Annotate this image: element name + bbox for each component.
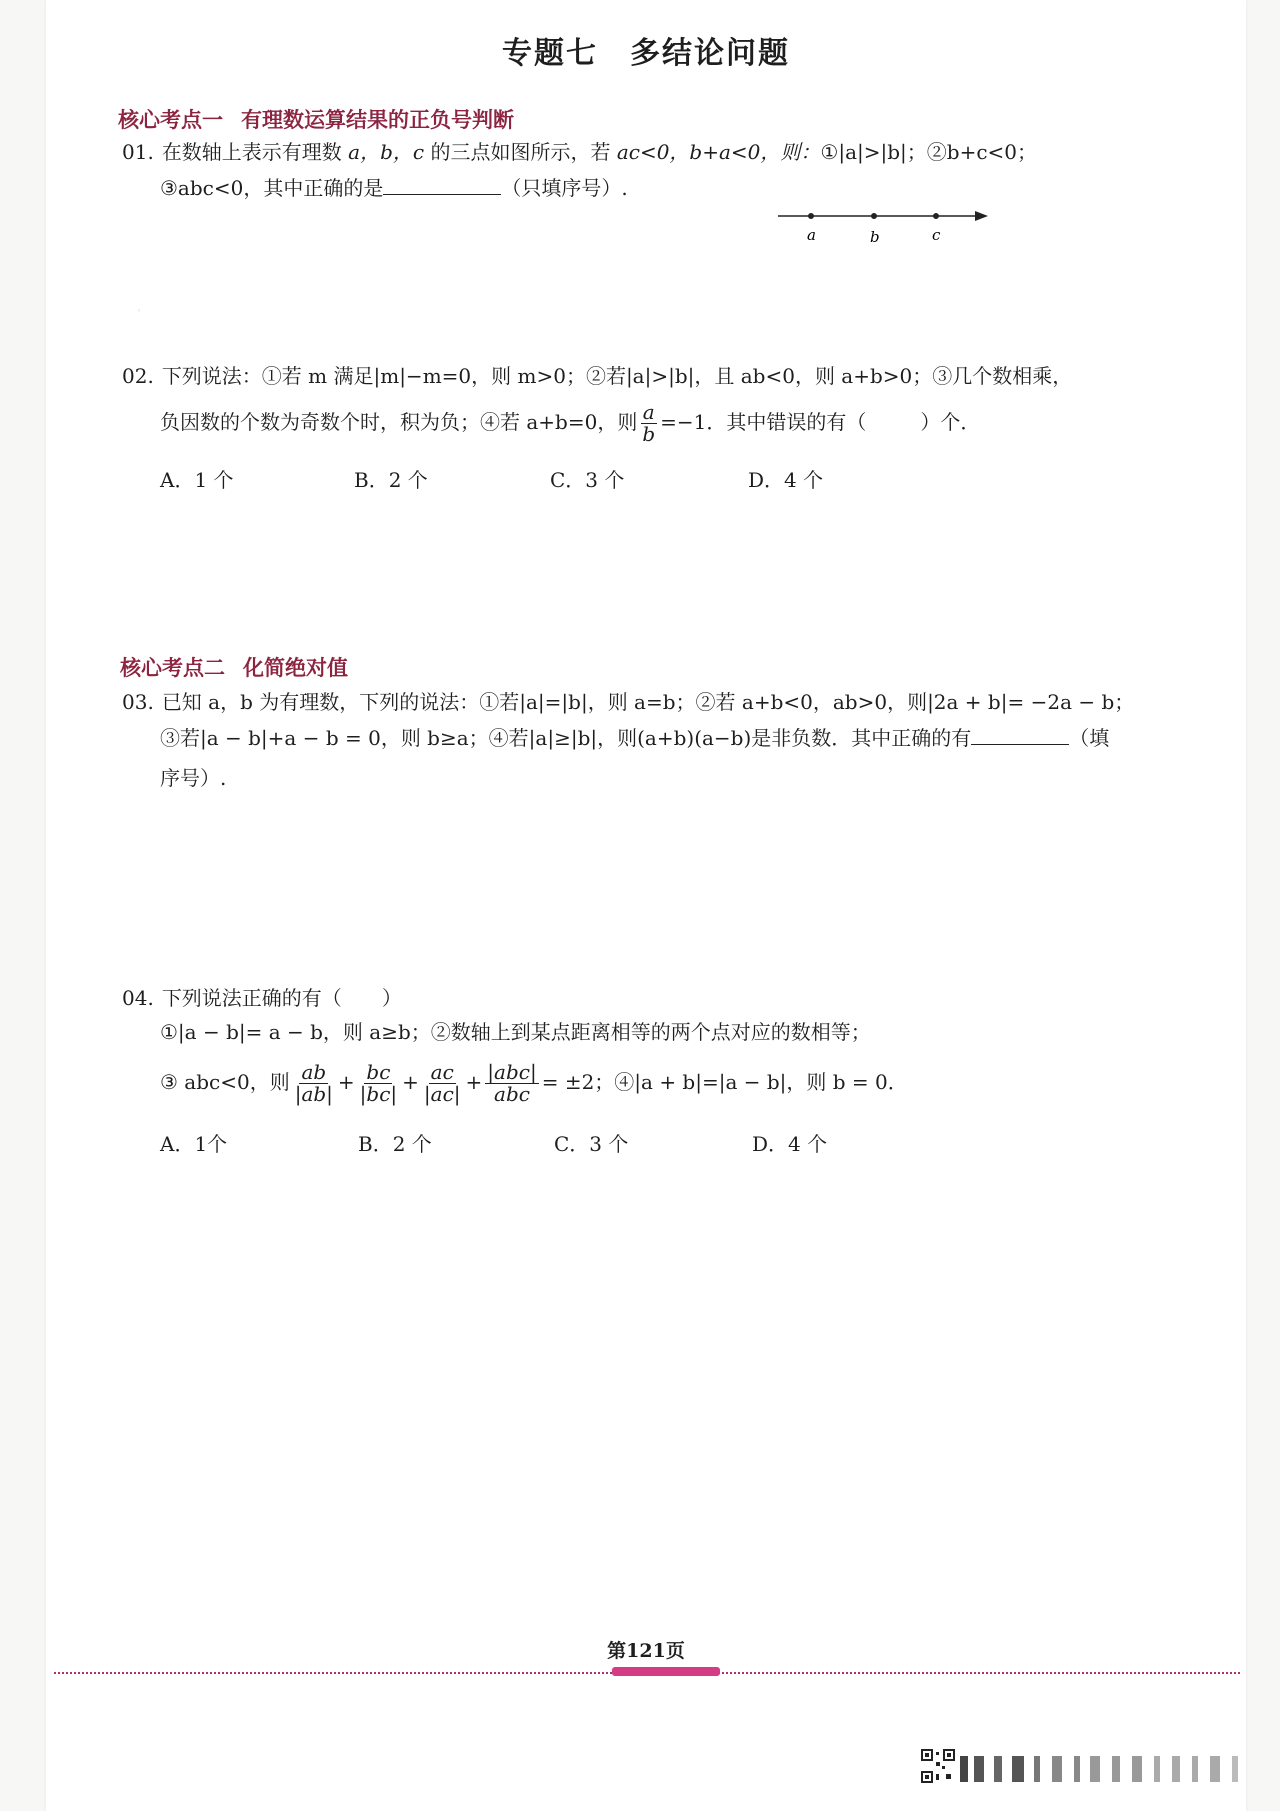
q1-vars: a，b，c — [348, 140, 425, 164]
fraction-denominator: b — [642, 422, 656, 446]
title-subject: 多结论问题 — [630, 36, 790, 71]
q3-text-2b: （填 — [1069, 726, 1110, 750]
fraction-numerator: bc — [366, 1060, 391, 1084]
number-line-figure — [774, 200, 994, 250]
section-heading-2 — [120, 652, 348, 682]
fraction-denominator: |ab| — [294, 1082, 333, 1106]
q1-line1 — [122, 138, 1037, 166]
fraction-denominator: |bc| — [359, 1082, 398, 1106]
fraction-numerator: ab — [301, 1060, 327, 1084]
q1-text-a: 在数轴上表示有理数 — [161, 140, 342, 164]
q1-line2 — [160, 174, 628, 202]
page-title — [46, 28, 1246, 72]
q2-line2 — [160, 402, 980, 445]
point-b — [871, 213, 877, 219]
q3-number: 03. — [122, 690, 154, 714]
barcode-strip-icon — [960, 1756, 1260, 1784]
q2-option-d[interactable]: D．4 个 — [748, 468, 824, 492]
section-label: 核心考点二 — [120, 656, 225, 680]
point-b-label: b — [870, 228, 880, 246]
q2-option-c[interactable]: C．3 个 — [550, 468, 625, 492]
q1-statement-3: ③abc<0，其中正确的是 — [160, 176, 384, 200]
q1-statement-2: ②b+c<0； — [926, 140, 1038, 164]
q3-line2 — [160, 724, 1109, 752]
q3-answer-blank[interactable] — [971, 724, 1069, 745]
fraction-numerator: |abc| — [487, 1060, 537, 1084]
q3-text-2a: ③若|a − b|+a − b = 0，则 b≥a；④若|a|≥|b|，则(a+b)(a−b)是非负数．其中正确的有 — [160, 726, 972, 750]
title-topic: 专题七 — [502, 36, 598, 71]
section-label: 核心考点一 — [118, 108, 223, 132]
q3-line3: 序号）. — [160, 766, 227, 790]
section-text: 化简绝对值 — [243, 656, 348, 680]
qr-code-icon — [920, 1748, 956, 1784]
point-a — [808, 213, 814, 219]
point-c — [933, 213, 939, 219]
q4-text-1: 下列说法正确的有（ — [161, 986, 342, 1010]
section-heading-1 — [118, 104, 514, 134]
q4-number: 04. — [122, 986, 154, 1010]
plus-sign: + — [337, 1070, 355, 1094]
q2-option-b[interactable]: B．2 个 — [354, 468, 428, 492]
q2-text-1: 下列说法：①若 m 满足|m|−m=0，则 m>0；②若|a|>|b|，且 ab<0，则 a+b>0；③几个数相乘， — [161, 364, 1073, 388]
bleed-through-text: · — [136, 300, 143, 322]
q1-statement-1: ①|a|>|b|； — [820, 140, 927, 164]
section-text: 有理数运算结果的正负号判断 — [241, 108, 514, 132]
point-c-label: c — [932, 226, 941, 244]
q2-option-a[interactable]: A．1 个 — [160, 468, 234, 492]
q2-text-2a: 负因数的个数为奇数个时，积为负；④若 a+b=0，则 — [160, 410, 638, 434]
fraction-denominator: |ac| — [423, 1082, 461, 1106]
q1-answer-blank[interactable] — [383, 174, 501, 195]
q4-fraction-2 — [358, 1062, 399, 1105]
q1-condition: ac<0，b+a<0，则： — [616, 140, 821, 164]
plus-sign: + — [402, 1070, 419, 1094]
point-a-label: a — [807, 226, 816, 244]
q4-option-c[interactable]: C．3 个 — [554, 1132, 629, 1156]
q4-line2: ①|a − b|= a − b，则 a≥b；②数轴上到某点距离相等的两个点对应的数相等； — [160, 1020, 871, 1044]
q4-option-a[interactable]: A．1个 — [160, 1132, 228, 1156]
q4-text-3a: ③ abc<0，则 — [160, 1070, 290, 1094]
plus-sign: + — [465, 1070, 483, 1094]
q2-line1 — [122, 362, 1072, 390]
q2-fraction — [640, 402, 657, 445]
q4-fraction-4 — [485, 1062, 538, 1105]
q1-text-b: 的三点如图所示，若 — [430, 140, 611, 164]
number-line-arrow — [975, 211, 988, 221]
q2-text-2b: =−1．其中错误的有（ — [660, 410, 867, 434]
q1-tail: （只填序号）. — [501, 176, 628, 200]
footer-accent-bar — [612, 1667, 720, 1676]
q4-option-d[interactable]: D．4 个 — [752, 1132, 828, 1156]
fraction-numerator: a — [642, 400, 655, 424]
q4-option-b[interactable]: B．2 个 — [358, 1132, 432, 1156]
document-page — [46, 0, 1246, 1811]
q4-line1 — [122, 984, 402, 1012]
q4-text-1-end: ） — [381, 986, 402, 1010]
page-number: 第121页 — [607, 1640, 685, 1662]
q3-line1 — [122, 688, 1134, 716]
q2-text-2c: ）个． — [920, 410, 981, 434]
q4-text-3b: = ±2；④|a + b|=|a − b|，则 b = 0． — [541, 1070, 908, 1094]
fraction-denominator: abc — [494, 1082, 530, 1106]
q4-fraction-1 — [293, 1062, 335, 1105]
q3-text-1: 已知 a，b 为有理数，下列的说法：①若|a|=|b|，则 a=b；②若 a+b<0，ab>0，则|2a + b|= −2a − b； — [161, 690, 1135, 714]
q4-fraction-3 — [422, 1062, 463, 1105]
q2-number: 02. — [122, 364, 154, 388]
q4-line3 — [160, 1062, 908, 1105]
q1-number: 01. — [122, 140, 154, 164]
fraction-numerator: ac — [430, 1060, 454, 1084]
